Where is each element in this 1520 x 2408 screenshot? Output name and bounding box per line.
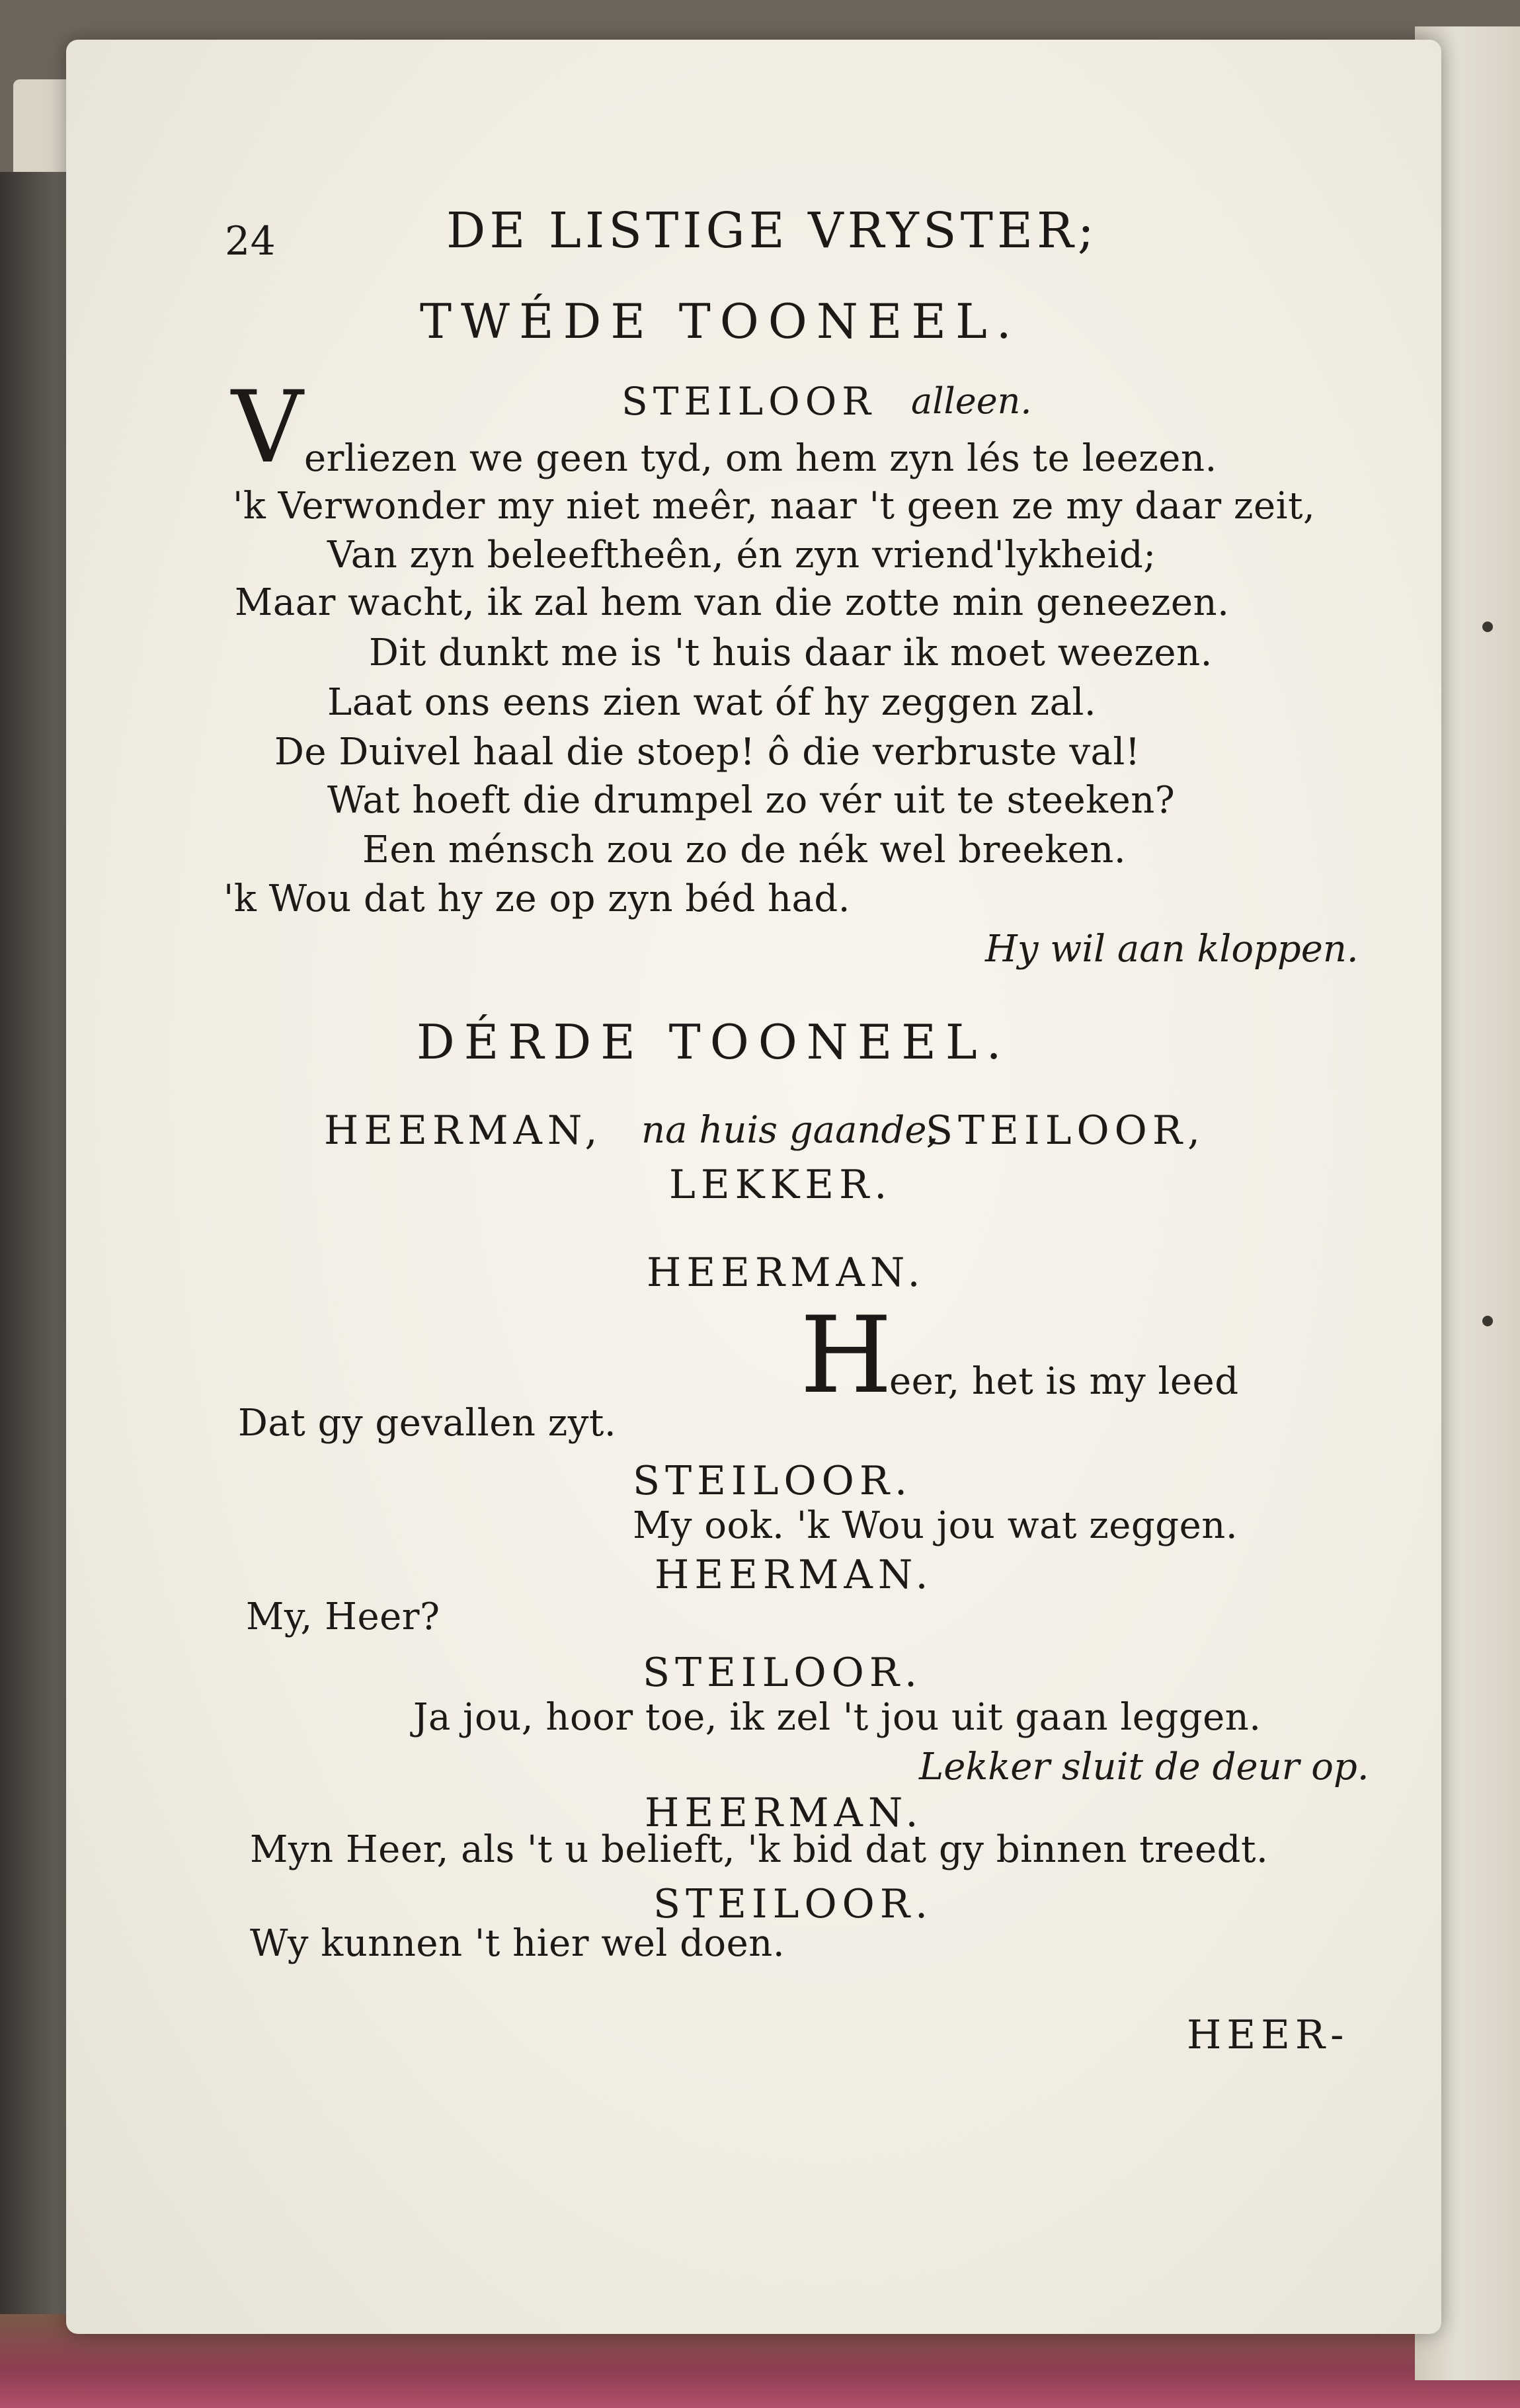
scene-heading: DÉRDE TOONEEL. bbox=[417, 1014, 1011, 1070]
speaker-name: STEILOOR. bbox=[643, 1650, 923, 1696]
verse-line: My ook. 'k Wou jou wat zeggen. bbox=[633, 1504, 1238, 1547]
scene-heading: TWÉDE TOONEEL. bbox=[420, 294, 1021, 349]
cast-list: STEILOOR, bbox=[926, 1107, 1206, 1154]
verse-line: Myn Heer, als 't u belieft, 'k bid dat gy binnen treedt. bbox=[250, 1828, 1269, 1871]
speaker-name: STEILOOR. bbox=[653, 1881, 934, 1927]
speaker-name: HEERMAN. bbox=[655, 1552, 934, 1598]
cast-list: HEERMAN, bbox=[324, 1107, 603, 1154]
verse-line: Laat ons eens zien wat óf hy zeggen zal. bbox=[327, 681, 1097, 724]
speaker-name: HEERMAN. bbox=[647, 1250, 926, 1296]
verse-line: Dit dunkt me is 't huis daar ik moet weezen. bbox=[369, 631, 1213, 674]
verse-line: eer, het is my leed bbox=[889, 1360, 1239, 1403]
verse-line: 'k Wou dat hy ze op zyn béd had. bbox=[223, 877, 851, 920]
speaker-direction: alleen. bbox=[911, 380, 1032, 422]
verse-line: 'k Verwonder my niet meêr, naar 't geen ze my daar zeit, bbox=[233, 485, 1316, 528]
running-head: DE LISTIGE VRYSTER; bbox=[446, 202, 1098, 259]
binding-stitch bbox=[1482, 622, 1493, 632]
verse-line: De Duivel haal die stoep! ô die verbruste val! bbox=[274, 731, 1140, 774]
cast-list: LEKKER. bbox=[669, 1162, 893, 1208]
verse-line: Wy kunnen 't hier wel doen. bbox=[250, 1922, 785, 1965]
verse-line: Wat hoeft die drumpel zo vér uit te steeken? bbox=[327, 779, 1176, 822]
drop-cap: H bbox=[800, 1293, 893, 1417]
speaker-name: HEERMAN. bbox=[645, 1790, 924, 1836]
verse-line: erliezen we geen tyd, om hem zyn lés te leezen. bbox=[304, 437, 1217, 480]
verse-line: Ja jou, hoor toe, ik zel 't jou uit gaan leggen. bbox=[413, 1696, 1261, 1739]
catchword: HEER- bbox=[1187, 2012, 1349, 2058]
stage-direction: Lekker sluit de deur op. bbox=[919, 1746, 1369, 1788]
verse-line: Maar wacht, ik zal hem van die zotte min geneezen. bbox=[235, 581, 1230, 624]
drop-cap: V bbox=[231, 370, 303, 485]
page-number: 24 bbox=[225, 218, 276, 264]
cast-direction: na huis gaande, bbox=[641, 1109, 939, 1152]
verse-line: My, Heer? bbox=[246, 1595, 440, 1638]
speaker-name: STEILOOR. bbox=[633, 1458, 913, 1504]
verse-line: Van zyn beleeftheên, én zyn vriend'lykheid; bbox=[327, 534, 1156, 577]
stage-direction: Hy wil aan kloppen. bbox=[985, 928, 1359, 971]
binding-stitch bbox=[1482, 1316, 1493, 1326]
speaker-name: STEILOOR bbox=[621, 379, 876, 424]
verse-line: Dat gy gevallen zyt. bbox=[238, 1402, 617, 1445]
verse-line: Een ménsch zou zo de nék wel breeken. bbox=[362, 828, 1127, 871]
